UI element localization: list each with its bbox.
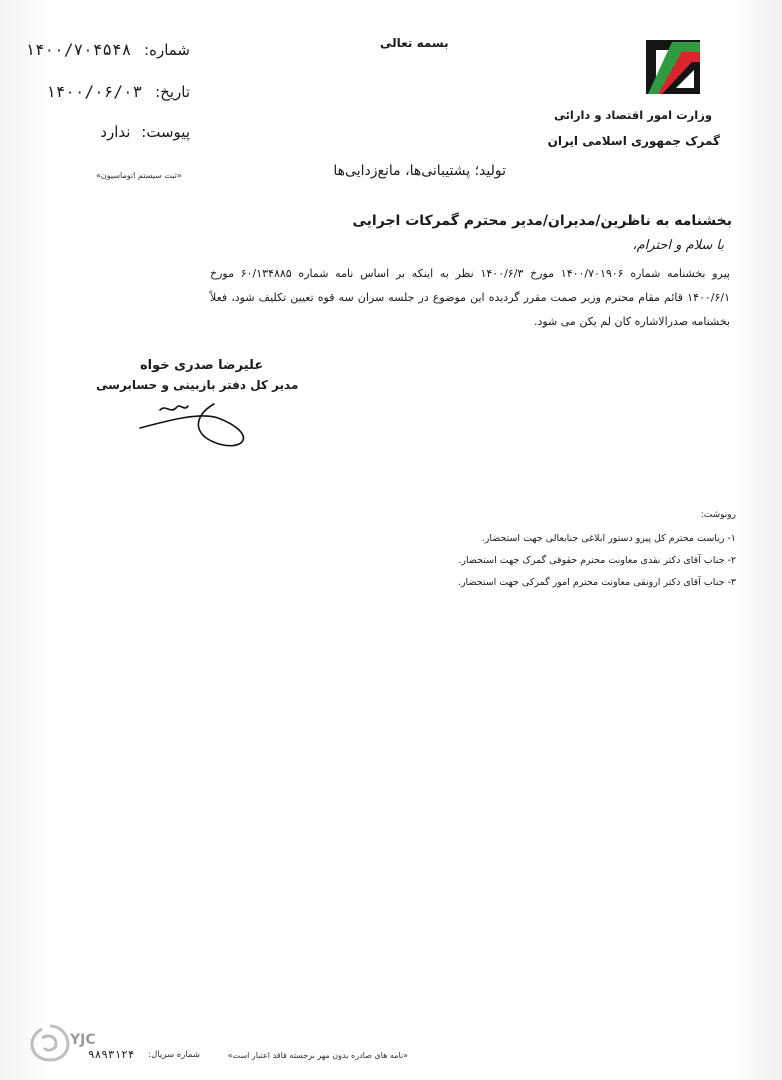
basmala: بسمه تعالی	[380, 36, 449, 50]
organization-name: گمرک جمهوری اسلامی ایران	[547, 134, 720, 148]
cc-item: ۱- ریاست محترم کل پیرو دستور ابلاغی جنابعالی جهت استحضار.	[481, 533, 736, 544]
handwritten-signature-icon	[130, 390, 260, 450]
signer-title: مدیر کل دفتر بازبینی و حسابرسی	[96, 378, 299, 392]
attachment-value: ندارد	[100, 123, 131, 141]
letter-date-value: ۱۴۰۰/۰۶/۰۳	[45, 82, 143, 101]
letter-number-value: ۱۴۰۰/۷۰۴۵۴۸	[25, 40, 132, 59]
letter-attachment	[100, 123, 190, 141]
automation-note: «ثبت سیستم اتوماسیون»	[96, 171, 182, 180]
serial-label: شماره سریال:	[148, 1050, 200, 1060]
cc-title: رونوشت:	[700, 510, 736, 520]
greeting: با سلام و احترام،	[632, 238, 724, 253]
letter-date-label: تاریخ:	[155, 83, 190, 101]
signer-name: علیرضا صدری خواه	[140, 358, 264, 373]
letter-subject: تولید؛ پشتیبانی‌ها، مانع‌زدایی‌ها	[333, 163, 506, 179]
cc-list	[458, 528, 736, 594]
letter-date	[46, 82, 190, 101]
letter-body: پیرو بخشنامه شماره ۱۴۰۰/۷۰۱۹۰۶ مورخ ۱۴۰۰/۶/۳ نظر به اینکه بر اساس نامه شماره ۶۰/۱۳۴۸۸۵ مورخ ۱۴۰۰/۶/۱ قائم مقام محترم وزیر صمت مقرر گردیده این موضوع در جلسه سران سه قوه تعیین تکلیف شود، فعلاً بخشنامه صدرالاشاره کان لم یکن می شود.	[210, 267, 730, 328]
watermark-logo-icon	[28, 1022, 72, 1062]
footer-note: «نامه های صادره بدون مهر برجسته فاقد اعتبار است»	[227, 1051, 408, 1060]
customs-logo-icon	[636, 30, 710, 104]
ministry-name: وزارت امور اقتصاد و دارائی	[553, 108, 712, 122]
letter-number-label: شماره:	[144, 41, 190, 59]
circular-title: بخشنامه به ناظرین/مدیران/مدیر محترم گمرکات اجرایی	[352, 213, 732, 229]
cc-item: ۳- جناب آقای دکتر ارونقی معاونت محترم امور گمرکی جهت استحضار.	[457, 577, 736, 588]
cc-item: ۲- جناب آقای دکتر نقدی معاونت محترم حقوقی گمرک جهت استحضار.	[458, 555, 736, 566]
letter-number	[25, 40, 190, 59]
serial-value: ۹۸۹۳۱۲۴	[88, 1048, 135, 1061]
attachment-label: پیوست:	[141, 123, 190, 141]
watermark-text: YJC	[70, 1032, 96, 1048]
